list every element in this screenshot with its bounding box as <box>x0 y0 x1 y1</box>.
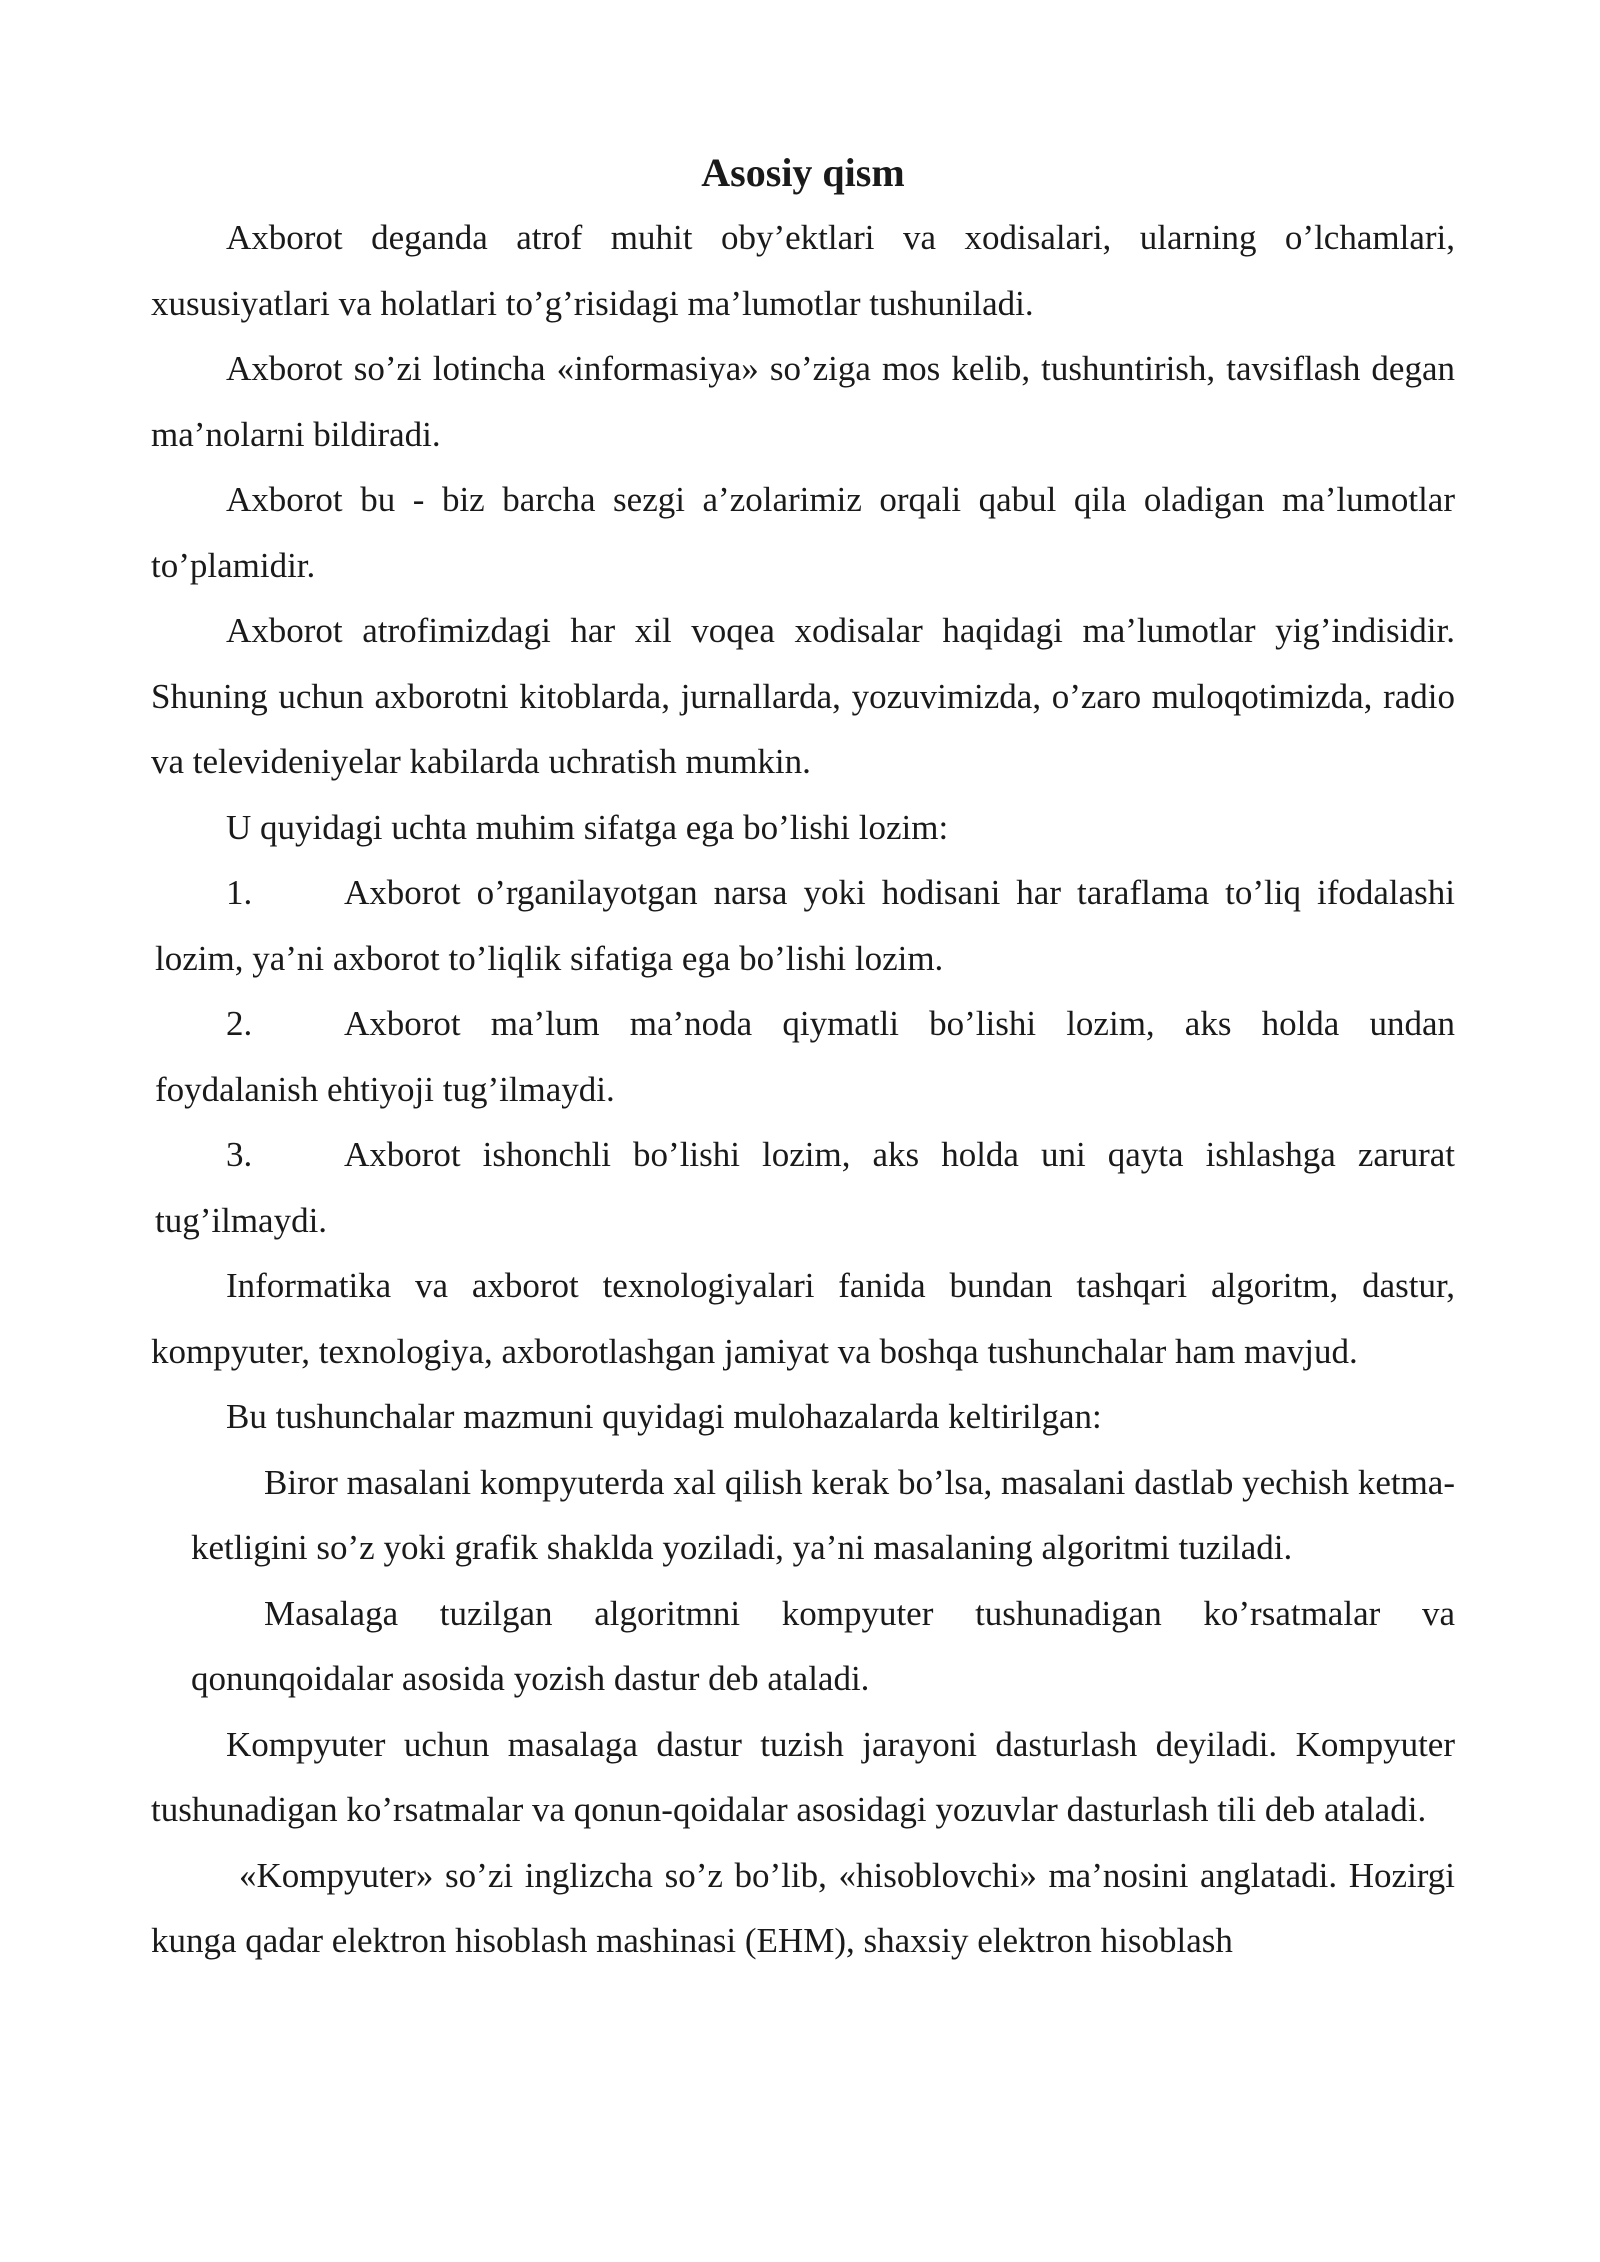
list-item-number: 3. <box>226 1135 253 1174</box>
paragraph-programming: Kompyuter uchun masalaga dastur tuzish jarayoni dasturlash deyiladi. Kompyuter tushunadigan ko’rsatmalar va qonun-qoidalar asosidagi yozuvlar dasturlash tili deb ataladi. <box>151 1724 1455 1829</box>
paragraph-qualities-intro: U quyidagi uchta muhim sifatga ega bo’lishi lozim: <box>226 807 949 847</box>
list-item <box>155 860 1455 991</box>
paragraph-definition: Axborot deganda atrof muhit oby’ektlari va xodisalari, ularning o’lchamlari, xususiyatlari va holatlari to’g’risidagi ma’lumotlar tushuniladi. <box>151 218 1455 323</box>
list-item-text: Axborot ishonchli bo’lishi lozim, aks holda uni qayta ishlashga zarurat tug’ilmaydi. <box>155 1135 1455 1240</box>
paragraph-sources: Axborot atrofimizdagi har xil voqea xodisalar haqidagi ma’lumotlar yig’indisidir. Shuning uchun axborotni kitoblarda, jurnallarda, yozuvimizda, o’zaro muloqotimizda, radio va televideniyelar kabilarda uchratish mumkin. <box>151 611 1455 781</box>
list-item-number: 1. <box>226 873 253 912</box>
list-item-number: 2. <box>226 1004 253 1043</box>
list-item <box>155 1122 1455 1253</box>
paragraph-etymology: Axborot so’zi lotincha «informasiya» so’ziga mos kelib, tushuntirish, tavsiflash degan ma’nolarni bildiradi. <box>151 349 1455 454</box>
document-page <box>151 140 1455 1974</box>
list-item <box>155 991 1455 1122</box>
list-item-text: Axborot o’rganilayotgan narsa yoki hodisani har taraflama to’liq ifodalashi lozim, ya’ni axborot to’liqlik sifatiga ega bo’lishi lozim. <box>155 873 1455 978</box>
page-title: Asosiy qism <box>701 150 905 195</box>
list-item-text: Axborot ma’lum ma’noda qiymatli bo’lishi lozim, aks holda undan foydalanish ehtiyoji tug’ilmaydi. <box>155 1004 1455 1109</box>
quote-program: Masalaga tuzilgan algoritmni kompyuter tushunadigan ko’rsatmalar va qonunqoidalar asosida yozish dastur deb ataladi. <box>191 1593 1455 1698</box>
paragraph-concepts: Informatika va axborot texnologiyalari fanida bundan tashqari algoritm, dastur, kompyuter, texnologiya, axborotlashgan jamiyat va boshqa tushunchalar ham mavjud. <box>151 1266 1455 1371</box>
paragraph-concepts-intro: Bu tushunchalar mazmuni quyidagi mulohazalarda keltirilgan: <box>226 1397 1102 1436</box>
quote-algorithm: Biror masalani kompyuterda xal qilish kerak bo’lsa, masalani dastlab yechish ketma-ketligini so’z yoki grafik shaklda yoziladi, ya’ni masalaning algoritmi tuziladi. <box>191 1462 1455 1567</box>
paragraph-computer-word: «Kompyuter» so’zi inglizcha so’z bo’lib, «hisoblovchi» ma’nosini anglatadi. Hozirgi kunga qadar elektron hisoblash mashinasi (EHM), shaxsiy elektron hisoblash <box>151 1855 1455 1960</box>
paragraph-senses: Axborot bu - biz barcha sezgi a’zolarimiz orqali qabul qila oladigan ma’lumotlar to’plamidir. <box>151 480 1455 585</box>
